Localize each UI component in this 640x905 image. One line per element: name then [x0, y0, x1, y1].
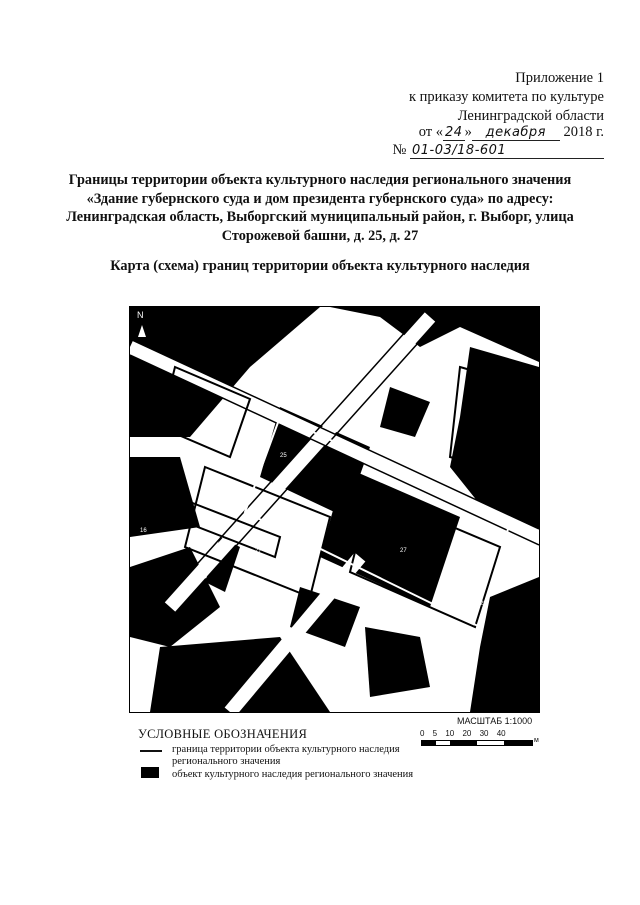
scale-bar: [421, 740, 533, 746]
lot-label: 31: [370, 698, 377, 704]
boundary-line-symbol: [140, 750, 162, 752]
number-value: 01-03/18-601: [410, 144, 604, 159]
map-graphic: [130, 307, 539, 712]
document-title: [40, 171, 600, 245]
legend-boundary-text: граница территории объекта культурного наследия регионального значения: [172, 744, 400, 767]
north-arrow-label: N: [137, 310, 144, 320]
scale-ticks: 0 5 10 20 30 40: [420, 729, 506, 738]
lot-label: 29: [480, 601, 487, 607]
date-month: декабря: [472, 126, 560, 141]
order-date: [419, 124, 604, 141]
order-number: [393, 142, 604, 159]
lot-label: 23: [205, 425, 212, 431]
lot-label: 27: [400, 548, 407, 554]
order-reference: к приказу комитета по культуре: [408, 89, 604, 105]
legend-title: УСЛОВНЫЕ ОБОЗНАЧЕНИЯ: [138, 727, 308, 741]
appendix-label: Приложение 1: [515, 70, 604, 86]
region-name: Ленинградской области: [457, 108, 604, 124]
date-mid: »: [464, 124, 472, 140]
title-line-1: Границы территории объекта культурного наследия регионального значения: [68, 172, 572, 188]
boundary-map: [129, 306, 540, 713]
date-day: 24: [445, 125, 463, 140]
title-line-4: Сторожевой башни, д. 25, д. 27: [221, 227, 419, 244]
lot-label: 27: [255, 548, 262, 554]
lot-label: 25: [280, 453, 287, 459]
map-heading: Карта (схема) границ территории объекта культурного наследия: [110, 258, 530, 274]
heritage-object-symbol: [141, 767, 159, 778]
scale-unit: м: [534, 737, 539, 744]
lot-label: 16: [140, 528, 147, 534]
date-year: 2018 г.: [563, 124, 604, 140]
title-line-2: «Здание губернского суда и дом президента губернского суда» по адресу:: [86, 190, 554, 207]
scale-title: МАСШТАБ 1:1000: [457, 716, 533, 726]
number-prefix: №: [392, 142, 407, 158]
title-line-3: Ленинградская область, Выборгский муниципальный район, г. Выборг, улица: [66, 209, 574, 225]
date-prefix: от «: [418, 124, 444, 140]
legend-object-text: объект культурного наследия регионального значения: [172, 769, 414, 780]
